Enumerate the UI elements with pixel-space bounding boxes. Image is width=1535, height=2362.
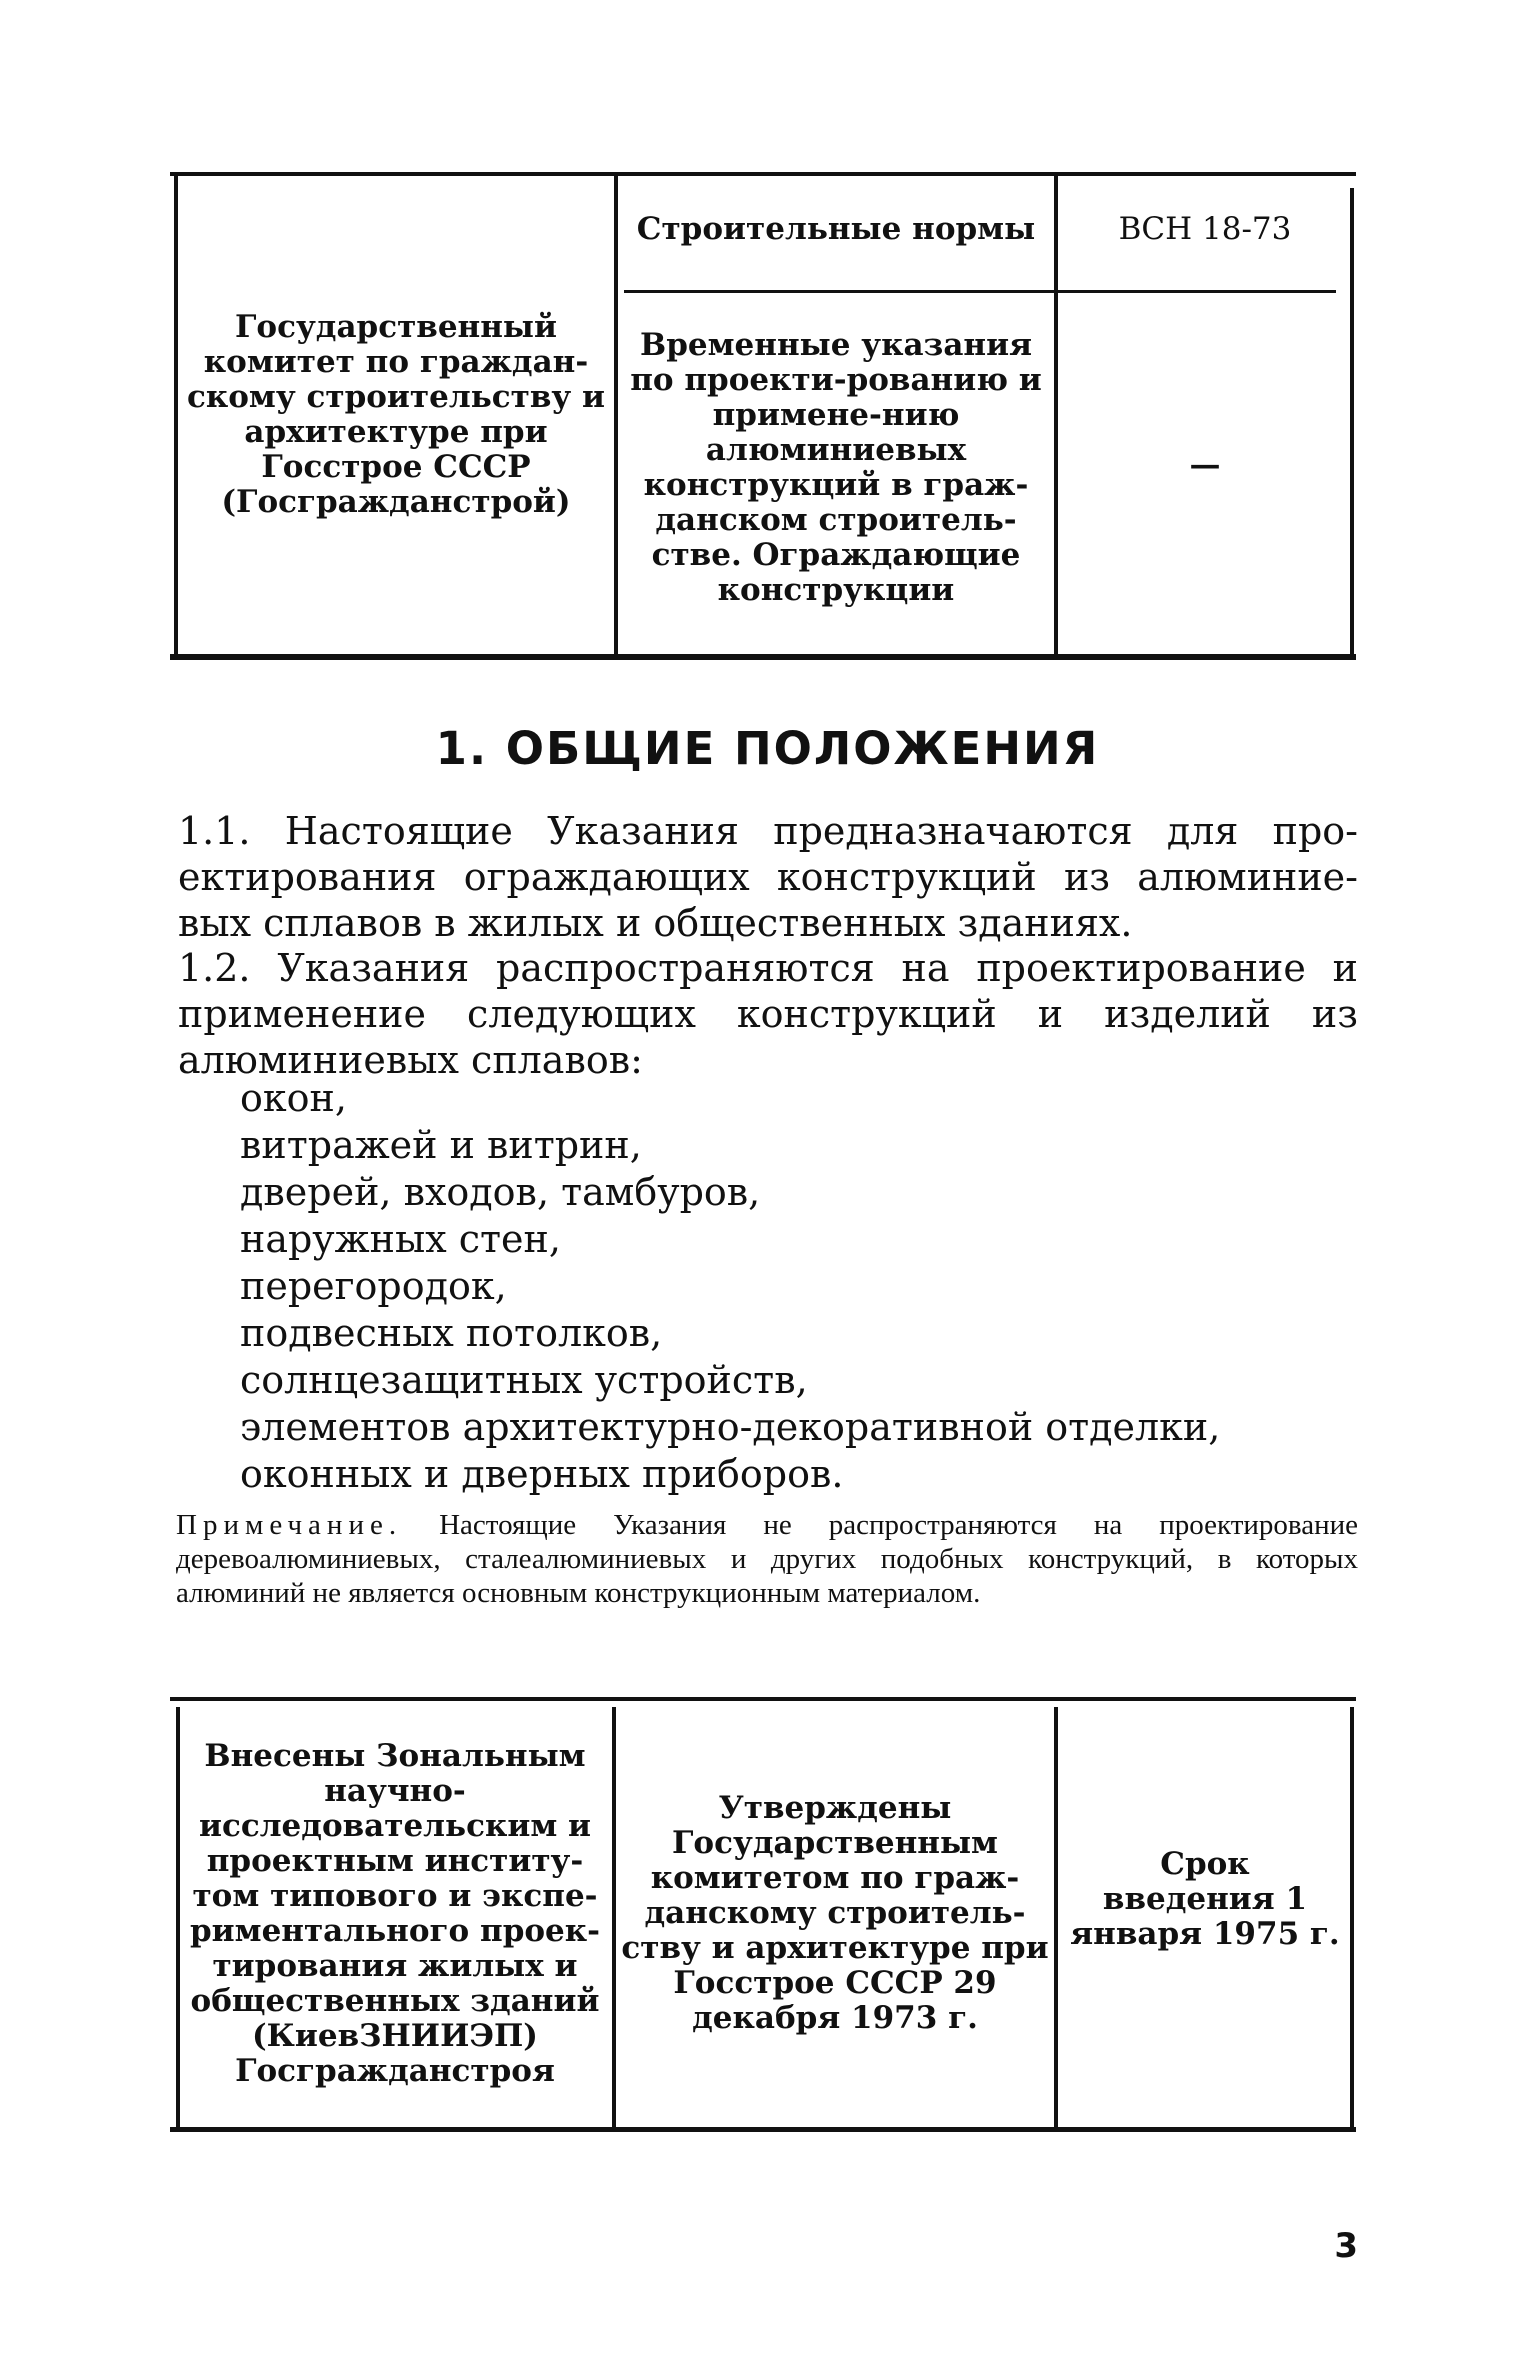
- page-number: 3: [1334, 2226, 1358, 2266]
- header-table-subrule: [624, 290, 1336, 293]
- footer-table-divider-2: [1054, 1707, 1058, 2129]
- list-item: подвесных потолков,: [240, 1311, 663, 1355]
- section-title: 1. ОБЩИЕ ПОЛОЖЕНИЯ: [435, 722, 1100, 775]
- doc-title-cell: Временные указания по проекти-рованию и примене-нию алюминиевых конструкций в граж-данском строитель-стве. Ограждающие конструкции: [630, 327, 1042, 608]
- replaces-cell: —: [1189, 447, 1221, 483]
- issuer-cell: Государственный комитет по граждан-скому строительству и архитектуре при Госстрое СССР (Госгражданстрой): [186, 309, 605, 520]
- footer-table: [170, 1697, 1356, 2132]
- list-item: солнцезащитных устройств,: [240, 1358, 808, 1402]
- header-table-divider-2: [1054, 176, 1058, 658]
- list-item: оконных и дверных приборов.: [240, 1452, 844, 1496]
- footer-table-divider-1: [612, 1707, 616, 2129]
- doc-type-cell: Строительные нормы: [636, 211, 1036, 247]
- paragraph-1-1: 1.1. Настоящие Указания предназначаются для про-ектирования ограждающих конструкций из алюминие-вых сплавов в жилых и общественных зданиях.: [178, 809, 1358, 945]
- list-item: витражей и витрин,: [240, 1123, 642, 1167]
- list-item: перегородок,: [240, 1264, 507, 1308]
- list-item: окон,: [240, 1076, 347, 1120]
- list-item: элементов архитектурно-декоративной отделки,: [240, 1405, 1221, 1449]
- list-item: дверей, входов, тамбуров,: [240, 1170, 761, 1214]
- header-table-border-right: [1350, 188, 1354, 658]
- approved-cell: Утверждены Государственным комитетом по граж-данскому строитель-ству и архитектуре при Госстрое СССР 29 декабря 1973 г.: [621, 1790, 1049, 2036]
- list-item: наружных стен,: [240, 1217, 561, 1261]
- footer-table-border-right: [1350, 1707, 1354, 2129]
- structures-list: [240, 1075, 1220, 1498]
- note-text: Настоящие Указания не распространяются на проектирование деревоалюминиевых, сталеалюминиевых и других подобных конструкций, в которых алюминий не является основным конструкционным материалом.: [176, 1509, 1358, 1609]
- note: [176, 1508, 1358, 1610]
- header-table-divider-1: [614, 176, 618, 658]
- header-table-border-left: [174, 176, 178, 658]
- doc-code-cell: ВСН 18-73: [1118, 211, 1292, 247]
- header-table: [170, 172, 1356, 660]
- note-label: Примечание.: [176, 1509, 403, 1541]
- introduced-cell: Внесены Зональным научно-исследовательским и проектным институ-том типового и экспе-риментального проек-тирования жилых и общественных зданий (КиевЗНИИЭП) Госгражданстроя: [189, 1738, 601, 2089]
- paragraph-1-2: 1.2. Указания распространяются на проектирование и применение следующих конструкций и изделий из алюминиевых сплавов:: [178, 946, 1358, 1082]
- effective-cell: Срок введения 1 января 1975 г.: [1070, 1846, 1340, 1952]
